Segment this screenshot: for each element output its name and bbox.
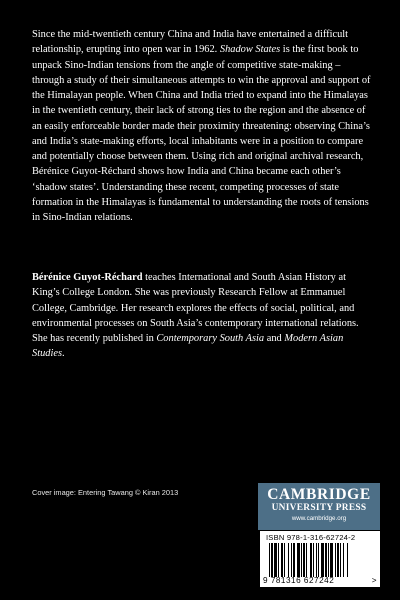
- barcode-bar: [328, 543, 329, 577]
- barcode-bar: [284, 543, 285, 577]
- barcode-bar: [297, 543, 300, 577]
- barcode-bar: [271, 543, 273, 577]
- publisher-logo-box: [258, 483, 380, 530]
- barcode-trailing-mark: >: [371, 576, 377, 585]
- book-title: Shadow States: [219, 44, 281, 56]
- cover-image-credit: Cover image: Entering Tawang © Kiran 2013: [32, 488, 179, 497]
- author-bio-end: .: [62, 348, 65, 360]
- barcode-bar: [337, 543, 339, 577]
- publisher-url: www.cambridge.org: [291, 515, 347, 522]
- barcode-bar: [274, 543, 277, 577]
- barcode-box: [260, 531, 380, 587]
- publisher-name: CAMBRIDGE: [267, 486, 371, 503]
- barcode-bar: [340, 543, 341, 577]
- barcode-bar: [303, 543, 305, 577]
- blurb-text-rest: is the first book to unpack Sino-Indian tensions from the angle of competitive state-making – through a study of their simultaneous attempts to win the approval and support of the Himalayan people. When China and India tried to expand into the Himalayas in the twentieth century, their lack of strong ties to the region and the absence of an easily enforceable border made their proximity threatening: observing China’s and India’s state-making efforts, local inhabitants were in a position to compare and potentially choose between them. Using rich and original archival research, Bérénice Guyot-Réchard shows how India and China became each other’s ‘shadow states’. Understanding these recent, competing processes of state formation in the Himalayas is fundamental to understanding the roots of tensions in Sino-Indian relations.: [32, 44, 371, 223]
- barcode-bar: [269, 543, 270, 577]
- publisher-subtitle: UNIVERSITY PRESS: [271, 503, 367, 513]
- author-bio: [32, 270, 374, 362]
- author-bio-connector: and: [264, 333, 285, 344]
- barcode-bar: [325, 543, 327, 577]
- barcode-bar: [330, 543, 333, 577]
- barcode-bar: [347, 543, 348, 577]
- barcode-bar: [335, 543, 336, 577]
- barcode-bar: [318, 543, 319, 577]
- back-cover-blurb: [32, 27, 374, 225]
- author-name: Bérénice Guyot-Réchard: [32, 272, 143, 283]
- isbn-label: ISBN 978-1-316-62724-2: [266, 533, 356, 542]
- barcode-bar: [343, 543, 344, 577]
- barcode-bar: [288, 543, 289, 577]
- barcode-bar: [278, 543, 279, 577]
- barcode-bar: [316, 543, 317, 577]
- barcode-bar: [281, 543, 283, 577]
- barcode-bar: [306, 543, 307, 577]
- journal-title-2: Modern Asian Studies: [32, 333, 344, 360]
- author-bio-text: teaches International and South Asian History at King’s College London. She was previously Research Fellow at Emmanuel College, Cambridge. Her research explores the effects of social, political, and environmental processes on South Asia’s contemporary international relations. She has recently published in: [32, 272, 359, 344]
- barcode-bar: [310, 543, 312, 577]
- barcode-bar: [321, 543, 324, 577]
- barcode-bar: [301, 543, 302, 577]
- barcode-bars: [269, 543, 371, 577]
- barcode-bar: [313, 543, 314, 577]
- barcode-digits: 9 781316 627242: [263, 576, 335, 585]
- barcode-bar: [293, 543, 295, 577]
- blurb-text-start: Since the mid-twentieth century China and India have entertained a difficult relationship, erupting into open war in 1962.: [32, 29, 349, 56]
- barcode-digits-row: [263, 576, 377, 585]
- barcode-bar: [291, 543, 292, 577]
- journal-title-1: Contemporary South Asia: [156, 333, 265, 344]
